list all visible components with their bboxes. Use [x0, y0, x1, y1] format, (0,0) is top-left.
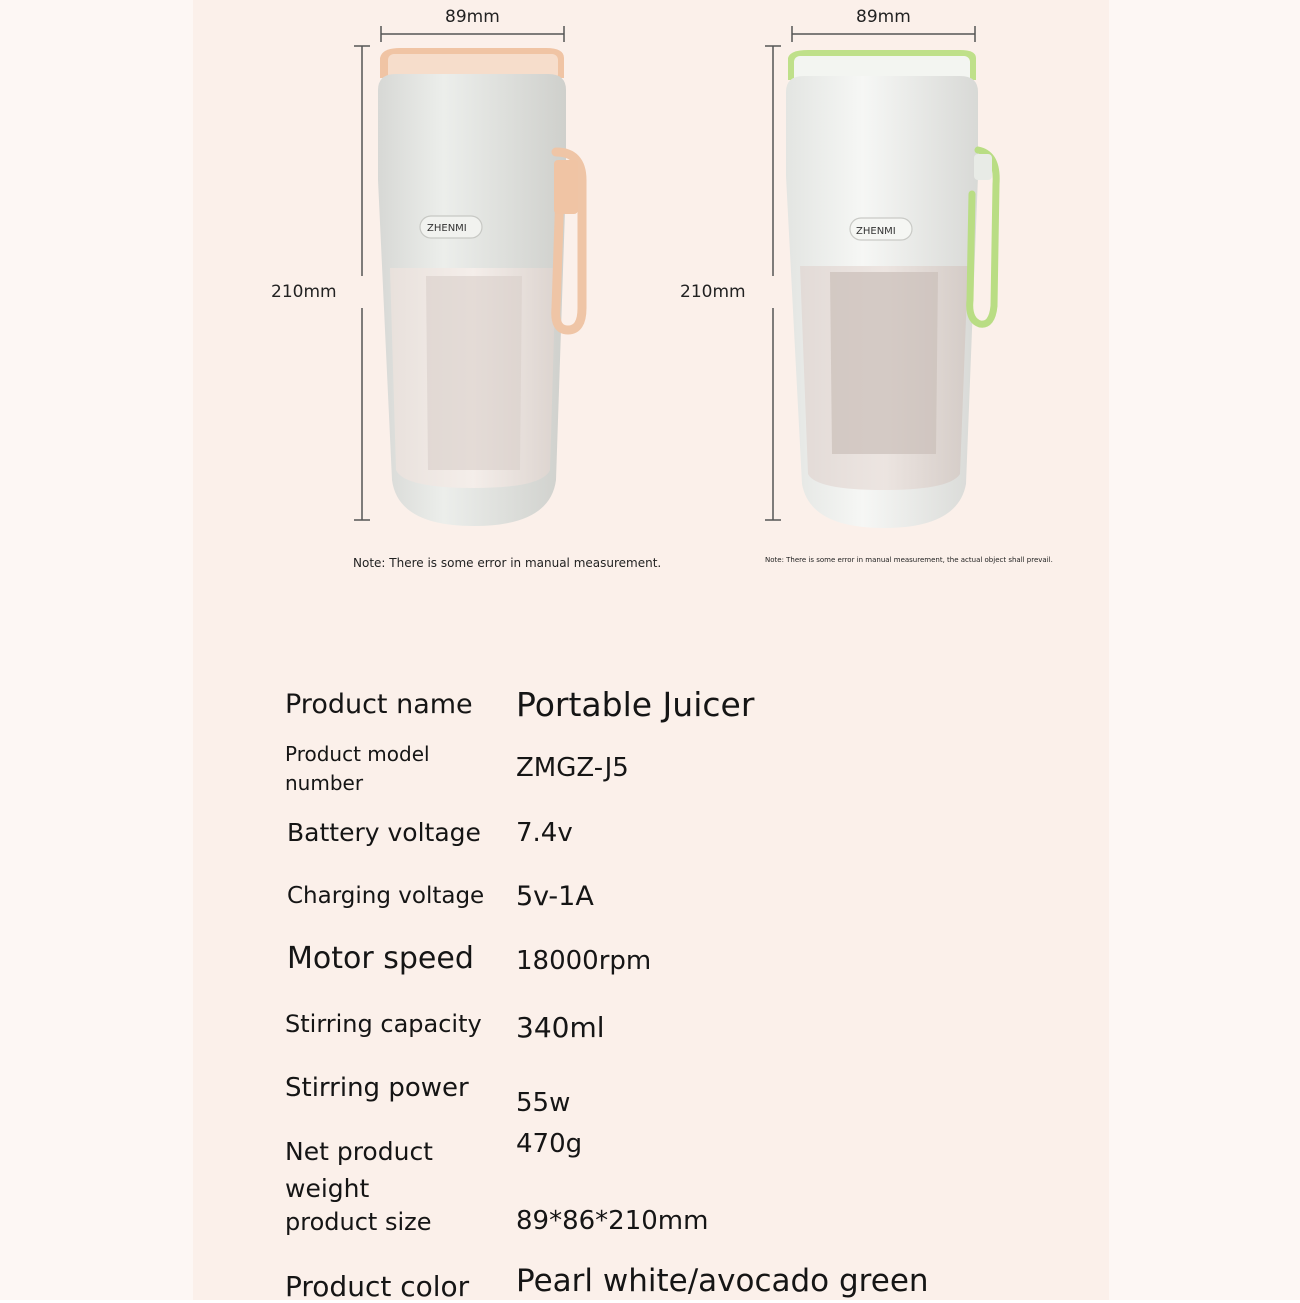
- spec-label-stirring-capacity: Stirring capacity: [285, 1010, 482, 1038]
- spec-label-battery-voltage: Battery voltage: [287, 818, 481, 847]
- right-height-label: 210mm: [680, 282, 746, 302]
- juicer-pearl-white-image: [370, 40, 600, 540]
- spec-label-charging-voltage: Charging voltage: [287, 883, 485, 909]
- right-width-label: 89mm: [856, 7, 911, 27]
- spec-value-motor-speed: 18000rpm: [516, 946, 652, 976]
- spec-value-product-size: 89*86*210mm: [516, 1206, 709, 1236]
- brand-logo-left: ZHENMI: [427, 223, 467, 234]
- spec-value-net-weight: 470g: [516, 1129, 583, 1159]
- juicer-avocado-green-image: [780, 44, 1010, 544]
- spec-label-product-name: Product name: [285, 689, 473, 720]
- left-height-label: 210mm: [271, 282, 337, 302]
- spec-value-product-name: Portable Juicer: [516, 685, 755, 724]
- spec-value-battery-voltage: 7.4v: [516, 818, 573, 848]
- spec-value-stirring-power: 55w: [516, 1088, 571, 1118]
- measurement-note-left: Note: There is some error in manual measurement.: [353, 556, 662, 570]
- spec-label-stirring-power: Stirring power: [285, 1073, 469, 1103]
- brand-logo-right: ZHENMI: [856, 226, 896, 237]
- measurement-note-right: Note: There is some error in manual measurement, the actual object shall prevail.: [765, 556, 1053, 564]
- spec-label-motor-speed: Motor speed: [287, 941, 474, 976]
- spec-value-product-color: Pearl white/avocado green: [516, 1263, 929, 1299]
- spec-label-product-color: Product color: [285, 1270, 470, 1303]
- spec-value-charging-voltage: 5v-1A: [516, 881, 594, 912]
- spec-value-model-number: ZMGZ-J5: [516, 753, 629, 783]
- spec-label-product-size: product size: [285, 1208, 432, 1236]
- spec-label-net-weight: Net product weight: [285, 1137, 433, 1203]
- left-width-label: 89mm: [445, 7, 500, 27]
- left-dimension-lines: [0, 0, 1300, 600]
- spec-value-stirring-capacity: 340ml: [516, 1011, 605, 1044]
- spec-label-model-number: Product model number: [285, 742, 430, 795]
